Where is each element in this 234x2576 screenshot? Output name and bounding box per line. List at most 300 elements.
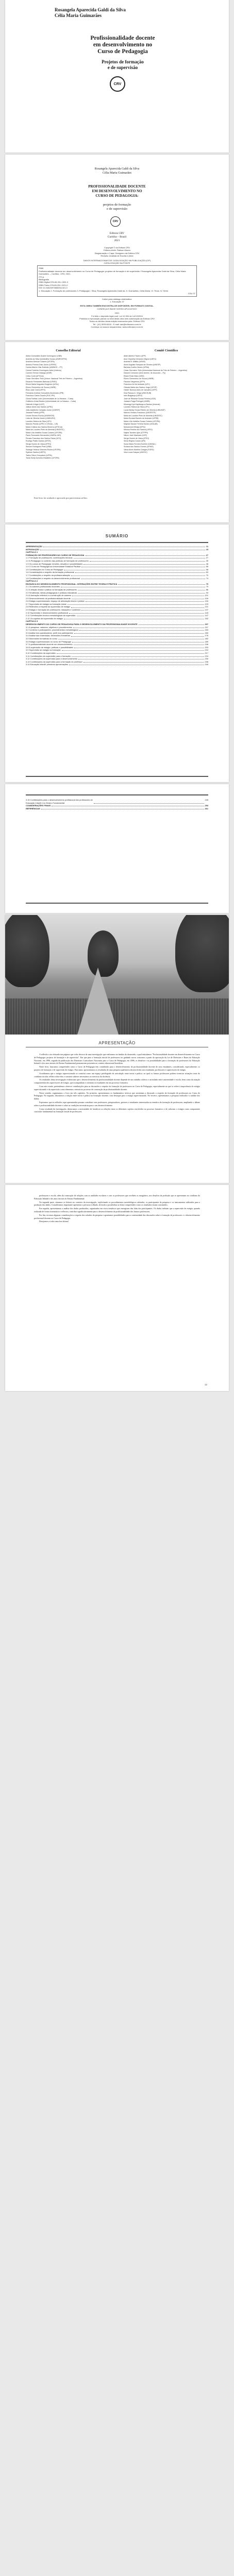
toc-label: 2.7 Supervisão de estágio na formação inicial xyxy=(26,602,66,605)
council-member: Suzana dos Santos Gomes (UFMG) xyxy=(124,446,154,448)
toc-label: 1.4 O Curso de Pedagogia da Universidade Estadual Paulista xyxy=(26,565,81,568)
council-member: Eliane Rose Maio (UEM) xyxy=(124,375,144,377)
council-member: Helmuth Krüger (UCP) xyxy=(26,403,45,405)
toc-list xyxy=(26,545,208,666)
author-name: Célia Maria Guimarães xyxy=(103,172,131,175)
toc-leader xyxy=(86,554,205,556)
paragraph: Esperamos que as reflexões aqui apresentadas possam contribuir com professores, pesquisadores, gestores e estudantes interessados na temática da formação de professores, ampliando o debate sobre a profissionalidade docente e sobre as condições necessárias para o seu desenvolvimento. xyxy=(34,1100,200,1107)
cip-heading: DADOS INTERNACIONAIS DE CATALOGAÇÃO NA PUBLICAÇÃO (CIP) xyxy=(83,259,151,262)
scientific-committee xyxy=(124,349,209,454)
toc-label: CONSIDERAÇÕES FINAIS xyxy=(26,804,51,807)
paragraph: Por fim, tecemos algumas considerações a respeito dos achados da pesquisa e apontamos possibilidades para a continuidade das discussões sobre a formação de professores e o desenvolvimento profissional docente no Curso de Pedagogia. xyxy=(34,1213,200,1219)
toc-leader xyxy=(86,600,204,602)
toc-leader xyxy=(64,617,204,619)
title-line: CURSO DE PEDAGOGIA: xyxy=(95,194,139,198)
council-member: Rodrigo Pratte-Santos (UFES) xyxy=(26,440,51,442)
council-member: Elizeu Clementino de Souza (UNEB) xyxy=(124,378,154,380)
cover-title xyxy=(56,35,190,55)
toc-page: 147 xyxy=(205,614,208,617)
peer-review-note: Este livro foi avaliado e aprovado por pareceristas ad hoc. xyxy=(34,497,88,499)
cover-authors xyxy=(55,7,126,19)
toc-leader xyxy=(39,620,207,622)
toc-page: 79 xyxy=(206,582,208,585)
council-member: Míghian Danae Ferreira Nunes (UNILAB) xyxy=(124,423,158,425)
council-member: Celso Conti (UFSCar) xyxy=(26,375,44,377)
toc-leader xyxy=(94,799,204,804)
toc-page: 210 xyxy=(205,649,208,652)
paragraph: Neste livro, buscamos compreender como o Curso de Pedagogia tem contribuído para o desenvolvimento da profissionalidade docente de seus estudantes, considerando, especialmente, os projetos de formação e de supervisão de estágio. Para tanto, apresentamos os resultados de uma pesquisa qualitativa desenvolvida com estudantes, professores e supervisores de estágio. xyxy=(34,1065,200,1071)
copyright-line: Editora-chefe: Railson Moura xyxy=(104,249,130,252)
toc-page: 137 xyxy=(205,608,208,612)
toc-leader xyxy=(61,585,205,587)
toc-page: 79 xyxy=(206,585,208,588)
council-member: Elizeu Clementino de Souza (UNEB) xyxy=(26,386,56,388)
toc-page: 131 xyxy=(205,605,208,608)
toc-label: 3.4 Análise das entrevistas: dimensões formativas xyxy=(26,634,71,637)
committee-member-list xyxy=(124,355,209,454)
paragraph: Os resultados desta investigação evidenciam que o desenvolvimento da profissionalidade docente depende de um trabalho coletivo e articulado entre universidade e escola, bem como da atuação comprometida dos supervisores de estágio, que acompanham e orientam os estudantes em seu processo formativo. xyxy=(34,1078,200,1084)
toc-page: 27 xyxy=(206,553,208,556)
toc-label: APRESENTAÇÃO xyxy=(26,545,43,548)
section-title: APRESENTAÇÃO xyxy=(98,1041,136,1045)
council-member: Anna Augusta Sampaio de Oliveira (UNESP) xyxy=(124,363,161,366)
council-member: Paulo Romualdo Hernandes (UNIFAL-MG) xyxy=(26,434,61,436)
council-member: Lídia de Oliveira Xavier (UNIEURO) xyxy=(26,417,56,419)
cip-code: S586 xyxy=(39,267,44,270)
paragraph: A reflexão a ser efetuada nas páginas que virão decorre de uma investigação que realizamos no âmbito do doutorado, a qual intitulamos "Profissionalidade docente em desenvolvimento no Curso de Pedagogia: projetos de formação e de supervisão". Em que pese a formação inicial de professores ter ganhado novos contornos a partir da aprovação da Lei de Diretrizes e Bases da Educação Nacional, em 1996, seguida da publicação das Diretrizes Curriculares Nacionais para o Curso de Pedagogia, em 2006, os desafios e as possibilidades para a formação de professores da Educação Infantil e dos anos iniciais do Ensino Fundamental permanecem presentes no cenário educacional brasileiro. xyxy=(34,1053,200,1065)
toc-page: 70 xyxy=(206,573,208,577)
council-member: José de Ribamar Sousa Pereira (UCB) xyxy=(124,397,156,400)
council-member: Lourdes Helena da Silva (UFV) xyxy=(26,420,52,422)
council-member: Solange Helena Ximenes-Rocha (UFOPA) xyxy=(26,448,61,451)
toc-leader xyxy=(83,660,204,663)
toc-page: 101 xyxy=(205,594,208,597)
legal-deposit: Foi feito o depósito legal conf. Lei 10.994 de 14/12/2004 xyxy=(91,314,143,317)
toc-page: 109 xyxy=(205,597,208,600)
copyright-line: Diagramação e Capa: Designers da Editora CRV xyxy=(94,251,140,255)
toc-leader xyxy=(118,583,205,585)
toc-label: DESENVOLVIMENTO DO CURSO DE PEDAGOGIA PARA O DESENVOLVIMENTO DA PROFISSIONALIDADE DOCENTE xyxy=(26,623,138,626)
cip-subheading: CATALOGAÇÃO NA FONTE xyxy=(104,262,130,265)
council-member: João Adalberto Campato Junior (UNESP) xyxy=(26,409,60,411)
paragraph: Na segunda parte, situamos os leitores no contexto da investigação, explicitando os procedimentos metodológicos adotados, os participantes da pesquisa e os instrumentos utilizados para a produção dos dados. Consideramos importante apresentar o percurso trilhado, de modo a possibilitar ao leitor compreender como os resultados foram construídos. xyxy=(34,1200,200,1207)
toc-page: 15 xyxy=(206,548,208,551)
reproduction-notice: Proibida a reprodução parcial ou total desta obra sem autorização da Editora CRV xyxy=(79,317,155,320)
toc-leader xyxy=(74,646,204,648)
body-text xyxy=(34,1053,200,1114)
presentation-page xyxy=(5,915,229,1183)
council-member: Simone Rodrigues Pinto (UNB) xyxy=(26,446,52,448)
council-member: Andréia N. Militão (UEMS) xyxy=(124,361,146,363)
app-notice: CONHEÇA E BAIXE NOSSO APLICATIVO! xyxy=(97,307,137,310)
toc-page: 86 xyxy=(206,588,208,591)
toc-label: 2.9 Estágio e formação de professores: situações e contextos xyxy=(26,608,81,612)
council-member: Gloria Fariñas León (Universidade de La Havana – Cuba) xyxy=(26,397,73,400)
toc-leader xyxy=(39,580,207,582)
toc-label: 3.10 Contribuições da supervisão xyxy=(26,651,56,654)
council-member: Maria Eurácia Barreto de Andrade (UFRB) xyxy=(124,417,159,419)
subtitle-line: e de supervisão xyxy=(106,207,128,211)
toc-row[interactable] xyxy=(26,807,208,810)
council-member: Jailson Alves dos Santos (UFRJ) xyxy=(26,406,53,408)
council-member: Marcos Vinicius Francisco (UNOESTE) xyxy=(124,412,156,414)
council-member: Fauston Negreiros (UFPI) xyxy=(124,380,145,383)
council-member: Helder Buenos Aires de Carvalho (UFPI) xyxy=(124,389,157,391)
paragraph: Com este estudo, pretendemos oferecer contribuições para as discussões a respeito da formação de professores no Curso de Pedagogia, especialmente no que se refere à importância do estágio supervisionado e da supervisão como elementos centrais no processo de construção da profissionalidade docente. xyxy=(34,1084,200,1091)
council-heading: Conselho Editorial xyxy=(56,349,81,352)
toc-page: 93 xyxy=(206,591,208,594)
toc-leader xyxy=(75,571,205,573)
cip-isbn-physical: ISBN Físico 978-65-251-1321-0 xyxy=(39,283,68,286)
council-member: Elione Maria Nogueira Diogenes (UFAL) xyxy=(26,383,59,385)
title-line: EM DESENVOLVIMENTO NO xyxy=(92,189,142,193)
publisher-city: Curitiba – Brasil xyxy=(107,235,127,239)
council-member: Carlos Alberto Vilar Estêvão (UMINHO – PT) xyxy=(26,366,63,368)
publisher-year: 2021 xyxy=(114,239,120,242)
toc-leader xyxy=(74,643,204,645)
council-member: Barbara Coelho Neves (UFBA) xyxy=(124,366,149,368)
council-member: Cesar Gerónimo Tello (Univer. Nacional Três de Febrero – Argentina) xyxy=(26,378,82,380)
title-page-title xyxy=(36,184,198,198)
copyright-year: 2021 xyxy=(114,312,120,315)
council-member: Gláucia Maria dos Santos Jorge (UFOP) xyxy=(124,386,157,388)
toc-label: INTRODUÇÃO xyxy=(26,548,40,551)
toc-label: 3.9 Supervisão de estágio na formação xyxy=(26,649,61,652)
council-member: Carlos Federico Dominguez Avila (Unieuro) xyxy=(26,369,62,371)
paragraph: Em seguida, apresentamos a análise dos dados produzidos, organizados em eixos temáticos que emergiram das falas dos participantes. Os dados indicam que a supervisão de estágio, quando realizada de forma sistemática e reflexiva, contribui significativamente para o desenvolvimento da profissionalidade dos futuros professores. xyxy=(34,1207,200,1213)
toc-leader xyxy=(81,565,205,567)
council-member: Renato Francisco dos Santos Paula (UFG) xyxy=(26,437,61,439)
toc-label: 3.2 Contexto e participantes: procedimentos metodológicos xyxy=(26,629,79,632)
summary-page-2 xyxy=(5,784,229,913)
toc-label-line: 3.15 Contribuições para o desenvolvimento profissional dos professores de xyxy=(26,799,93,801)
council-member: Eduardo Fernandes Barbosa (UFMG) xyxy=(26,380,57,383)
toc-leader xyxy=(69,663,204,665)
toc-leader xyxy=(64,568,205,570)
toc-label: 1.3 Os cursos de Pedagogia: tensões, desafios e possibilidades xyxy=(26,562,83,565)
road-shape xyxy=(77,968,119,1035)
toc-label: 3.12 Contribuições da supervisão para o desenvolvimento xyxy=(26,657,78,660)
toc-page: 48 xyxy=(206,562,208,565)
toc-page: 176 xyxy=(205,634,208,637)
toc-label: REFERÊNCIAS xyxy=(26,807,40,810)
publisher-name: Editora CRV xyxy=(109,232,125,235)
cover-subtitle-line: e de supervisão xyxy=(107,65,138,70)
toc-label: 3.1 A pesquisa: natureza, objetivos e procedimentos xyxy=(26,625,72,629)
council-member: Sydione Santos (UEPG) xyxy=(26,451,46,453)
website-line: Conheça os nossos lançamentos: www.editoracrv.com.br xyxy=(91,326,143,329)
toc-page: 261 xyxy=(205,807,208,810)
toc-leader xyxy=(74,556,205,558)
toc-leader xyxy=(90,560,205,562)
index-entry: 1. Educação 37 xyxy=(110,300,124,303)
council-member: Carmen Tereza Velanga (UNIR) xyxy=(26,372,52,374)
toc-page: 196 xyxy=(205,643,208,646)
paragraph: Acreditamos que o estágio supervisionado se constitui como um espaço privilegiado de articulação entre teoria e prática, no qual os futuros professores podem vivenciar situações reais do cotidiano escolar, refletir sobre elas e construir saberes necessários ao exercício da docência. xyxy=(34,1072,200,1078)
council-member: Anselmo Alencar Colares (UFOPA) xyxy=(26,361,55,363)
toc-leader xyxy=(73,626,204,628)
toc-page: 224 xyxy=(205,654,208,657)
toc-label: 3.5 Dimensões formativas do curso xyxy=(26,637,57,640)
toc-label: 2.2 A relação teoria e prática na formação de professores xyxy=(26,588,77,591)
divider xyxy=(26,903,208,904)
toc-label: CAPÍTULO 3 xyxy=(26,620,38,623)
toc-leader xyxy=(62,649,204,651)
toc-leader xyxy=(58,637,204,639)
toc-leader xyxy=(41,807,204,809)
toc-label: CAPÍTULO 2 xyxy=(26,580,38,583)
council-member: Andréia da Silva Quintanilha Sousa (UNIR/UFRN) xyxy=(26,358,67,360)
paragraph: Como resultado da investigação, destacamos a necessidade de fortalecer as relações entre os diferentes sujeitos envolvidos no processo formativo e de valorizar o estágio como componente curricular fundamental na formação inicial de professores. xyxy=(34,1107,200,1113)
council-member: Josania Portela (UFPI) xyxy=(26,412,45,414)
toc-label: 1.1 Formação de professores: contribuições teóricas xyxy=(26,556,73,560)
toc-page: 189 xyxy=(205,640,208,643)
continuation-page xyxy=(5,1185,229,1391)
publisher-logo-icon: CRV xyxy=(110,76,125,92)
toc-label: EM BUSCA DO DESENVOLVIMENTO PROFISSIONAL: INTERAÇÕES ENTRE TEORIA E PRÁTICA xyxy=(26,582,118,585)
cover-title-line: Curso de Pedagogia xyxy=(97,48,148,55)
council-member: Élsio José Corá (UFFS) xyxy=(26,389,45,391)
contact-line: Tel.: (41) 3039-6418 - E-mail: sac@editoracrv.com.br xyxy=(93,323,141,326)
toc-label: 1.8 Contribuições a respeito do desenvolvimento profissional xyxy=(26,577,80,580)
toc-leader xyxy=(69,612,204,614)
toc-label: 3.3 Análise dos questionários: perfil dos participantes xyxy=(26,631,73,634)
title-line: PROFISSIONALIDADE DOCENTE xyxy=(88,184,146,189)
toc-label-line: Educação Infantil e do Ensino Fundamental xyxy=(26,801,65,804)
toc-leader xyxy=(78,591,205,594)
council-member: Najela Tavares Ujiie (UTFPR) xyxy=(124,431,148,434)
toc-label: 1.2 A Pedagogia no contexto das políticas de formação de professores xyxy=(26,559,89,562)
council-member: Ana Chrystina Venancio Mignot (UERJ) xyxy=(124,358,156,360)
council-member: Maria de Lourdes Pinto de Almeida (UNOESC) xyxy=(26,429,64,431)
digital-notice: ESTA OBRA TAMBÉM ENCONTRA-SE DISPONÍVEL EM FORMATO DIGITAL. xyxy=(80,304,154,308)
toc-label: 2.1 Os saberes profissionais docentes xyxy=(26,585,60,588)
council-member: Diosnel Centurion (Univ Americ. de Asunción – Py) xyxy=(124,372,165,374)
council-member: Lucia Marisy Souza Ribeiro de Oliveira (UNIVASF) xyxy=(124,409,165,411)
author-name: Rosangela Aparecida Galdi da Silva xyxy=(94,167,140,171)
toc-leader xyxy=(72,640,204,642)
council-member: Vânia Alves Martins Chaigar (FURG) xyxy=(124,448,154,451)
toc-leader xyxy=(39,551,207,553)
council-member: Sérgio Nunes de Jesus (IFRO) xyxy=(26,443,52,445)
council-member-list xyxy=(26,355,111,460)
cover-page xyxy=(5,0,229,152)
toc-label: 2.4 A formação reflexiva e a construção de saberes xyxy=(26,594,72,597)
council-member: Cesar Gerónimo Tello (Universidad Nacional de Três de Febrero – Argentina) xyxy=(124,369,187,371)
toc-label: 1.6 Considerações a respeito da formação profissional xyxy=(26,571,75,574)
council-member: Lourdes Helena da Silva (UFV) xyxy=(124,406,149,408)
council-member: Maria Lília Imbiriba Sousa Colares (UFOPA) xyxy=(26,431,62,434)
council-member: Aldira Guimarães Duarte Domínguez (UNB) xyxy=(26,355,62,357)
toc-label: 2.10 Supervisão e desenvolvimento profissional xyxy=(26,611,69,614)
index-heading: Índice para catálogo sistemático xyxy=(102,297,132,300)
council-member: Tania Suely Azevedo Brasileiro (UFOPA) xyxy=(26,457,59,459)
council-member: Guillermo Arias Beatón (Universidade de La Havana – Cuba) xyxy=(26,400,76,402)
council-page xyxy=(5,342,229,522)
toc-leader xyxy=(139,623,204,625)
cip-isbn-digital: ISBN Digital 978-65-251-1320-3 xyxy=(39,281,68,284)
toc-leader xyxy=(68,603,204,605)
toc-label: 1.5 Contribuições do Curso de Pedagogia xyxy=(26,568,63,571)
divider xyxy=(26,542,208,543)
toc-leader xyxy=(81,608,204,611)
toc-label: 2.5 Desenvolvimento da profissionalidade docente xyxy=(26,597,71,600)
toc-page: 163 xyxy=(205,629,208,632)
toc-leader xyxy=(81,577,205,579)
council-member: Antônio Pereira Gaio Júnior (UFRRJ) xyxy=(26,363,57,366)
toc-label: FORMAÇÃO DE PROFESSORES NO CURSO DE PEDAGOGIA xyxy=(26,553,85,556)
toc-page: 157 xyxy=(205,623,208,626)
toc-page: 217 xyxy=(205,651,208,654)
council-member: Kilwangy Kya Kapitango-a-Samba (Unemat) xyxy=(124,403,160,405)
council-member: Altair Alberto Fávero (UPF) xyxy=(124,355,146,357)
toc-page: 27 xyxy=(206,556,208,560)
author-name: Rosangela Aparecida Galdi da Silva xyxy=(55,7,126,12)
body-text xyxy=(34,1194,200,1224)
toc-label: 2.12 Os sujeitos da supervisão de estágio xyxy=(26,617,63,620)
cover-title-line: em desenvolvimento no xyxy=(93,42,153,48)
toc-list-2 xyxy=(26,799,208,810)
toc-leader xyxy=(78,657,204,659)
toc-leader xyxy=(40,548,205,550)
council-member: Silvia Regina Canan (URI) xyxy=(124,440,146,442)
toc-page: 63 xyxy=(206,571,208,574)
toc-leader xyxy=(57,652,204,654)
toc-leader xyxy=(79,629,204,631)
toc-page: 240 xyxy=(205,663,208,666)
publisher-logo-icon: CRV xyxy=(110,216,121,227)
divider xyxy=(26,794,208,795)
chapter-photo xyxy=(5,915,229,1035)
toc-page: 39 xyxy=(206,559,208,562)
toc-label: 3.11 Contribuições da supervisão para a formação xyxy=(26,654,71,657)
toc-label: 1.7 Contribuições a respeito da profissionalização xyxy=(26,573,70,577)
toc-label: CAPÍTULO 1 xyxy=(26,551,38,554)
toc-label: 2.11 Contribuições teórico-metodológicas da supervisão xyxy=(26,614,76,617)
council-member: Maria Cristina dos Santos Bezerra (UFSCar) xyxy=(26,426,63,428)
toc-label: 2.3 Tendências, ideias pedagógicas e práticas educativas xyxy=(26,591,77,594)
subtitle-line: projetos de formação xyxy=(103,203,131,207)
toc-leader xyxy=(52,804,204,806)
toc-leader xyxy=(74,632,204,634)
paragraph: Nesse sentido, organizamos o livro em três capítulos. No primeiro, apresentamos os fundamentos teóricos que sustentam a discussão a respeito da formação de professores no Curso de Pedagogia. No segundo, discutimos a relação entre teoria e prática na formação docente, com destaque para o estágio supervisionado. No terceiro, apresentamos a pesquisa realizada e a análise dos dados. xyxy=(34,1091,200,1100)
toc-page: 152 xyxy=(205,617,208,620)
council-member: Marcelo Paixão (UFRJ e UTexas – US) xyxy=(26,423,58,425)
page-number: 12 xyxy=(204,1383,207,1386)
toc-page: 203 xyxy=(205,646,208,649)
cover-title-line: Profissionalidade docente xyxy=(90,35,155,41)
toc-label: 3.7 A profissionalidade docente em desenvolvimento xyxy=(26,643,73,646)
council-member: Vera Lucia Gaspar (UDESC) xyxy=(124,451,147,453)
cip-subjects: 1. Educação 2. Formação de professores 3. Pedagogia I. Silva, Rosangela Aparecida Galdi da. II. Guimarães, Célia Maria. III. Título. IV. Série. xyxy=(39,289,169,292)
title-page-subtitle xyxy=(36,203,198,211)
paragraph: professores e escola, além da construção de relações com as unidades escolares e com os professores que recebem os estagiários, nos desafios da profissão que se apresentam no cotidiano da Educação Infantil e dos anos iniciais do Ensino Fundamental. xyxy=(34,1194,200,1200)
editorial-council xyxy=(26,349,111,460)
title-page-authors xyxy=(5,167,229,175)
toc-leader xyxy=(78,588,205,590)
cip-entry: Profissionalidade docente em desenvolvimento no Curso de Pedagogia: projetos de formação e de supervisão / Rosangela Aparecida Galdi da Silva, Célia Maria Guimarães. – Curitiba : CRV, 2021. xyxy=(39,269,186,276)
council-member: Maria Lília Imbiriba Sousa Colares (UFOPA) xyxy=(124,420,160,422)
toc-page: 182 xyxy=(205,637,208,640)
author-name: Célia Maria Guimarães xyxy=(55,13,102,18)
copyright-line: Copyright © da Editora CRV xyxy=(104,246,130,249)
edition-info xyxy=(5,232,229,243)
cip-box xyxy=(37,265,197,296)
toc-page: 245 xyxy=(205,799,208,801)
cip-pages: 270 p. xyxy=(39,275,45,278)
toc-label: 3.8 A supervisão de estágio: práticas e possibilidades xyxy=(26,646,74,649)
toc-page: 236 xyxy=(205,660,208,663)
council-member: Leonel Severo Rocha (UNISINOS) xyxy=(26,414,55,417)
copyright-block xyxy=(37,246,197,329)
council-member: Fernando Antônio Gonçalves Alcoforado (IPB) xyxy=(26,392,64,394)
cip-bibliography: Bibliografia xyxy=(39,278,49,281)
divider xyxy=(26,776,208,777)
council-member: Mohammed Elhajji (UFRJ) xyxy=(124,426,146,428)
toc-page: 253 xyxy=(205,804,208,807)
toc-page: 169 xyxy=(205,631,208,634)
council-member: Jussara Fraga Portugal (UNEB) xyxy=(124,400,150,402)
council-member: Francisco Carlos Duarte (PUC-PR) xyxy=(26,395,55,397)
cip-doi: DOI 10.24824/978652511321.0 xyxy=(39,286,68,290)
summary-page xyxy=(5,524,229,782)
toc-leader xyxy=(77,614,204,616)
tree-shape xyxy=(175,915,229,992)
cip-cdu: CDU 37 xyxy=(188,292,195,295)
toc-leader xyxy=(71,605,204,607)
summary-title: SUMÁRIO xyxy=(105,534,129,538)
toc-page: 55 xyxy=(206,565,208,568)
title-page xyxy=(5,155,229,340)
toc-label: 2.6 Estágio supervisionado: espaço de articulação teoria e prática xyxy=(26,600,85,603)
council-member: Nilson José Machado (USP) xyxy=(124,434,147,436)
tree-shape xyxy=(5,915,49,987)
toc-page: 143 xyxy=(205,611,208,614)
rights-notice: Todos os direitos desta edição reservados pela: Editora CRV xyxy=(89,320,145,323)
toc-page: 123 xyxy=(205,602,208,605)
council-member: Inês Bragança (UERJ) xyxy=(124,395,142,397)
toc-page: 116 xyxy=(205,600,208,603)
toc-leader xyxy=(72,655,204,657)
toc-label: 3.14 Educação Infantil: primeiras aproximações xyxy=(26,663,68,666)
council-member: Sonia Maria Ferreira Koehler (UNISAL) xyxy=(124,443,156,445)
toc-label: 2.8 Reflexões a respeito da supervisão de estágio xyxy=(26,605,71,608)
paragraph: Desejamos a todos uma boa leitura! xyxy=(39,1220,69,1223)
toc-page: 58 xyxy=(206,568,208,571)
council-member: Francisco Ari de Andrade (UFC) xyxy=(124,383,150,385)
toc-label xyxy=(26,799,93,804)
council-member: Sérgio Nunes de Jesus (IFRO) xyxy=(124,437,149,439)
cover-subtitle-line: Projetos de formação xyxy=(102,59,144,64)
toc-row[interactable] xyxy=(26,799,208,804)
toc-label: 3.6 Estágio supervisionado no curso de Pedagogia xyxy=(26,640,71,643)
toc-leader xyxy=(72,594,204,596)
toc-page: 157 xyxy=(205,625,208,629)
council-member: Maria de Lourdes Pinto de Almeida (UNOESC) xyxy=(124,414,162,417)
toc-page: 74 xyxy=(206,577,208,580)
council-member: Mônica Pereira dos Santos (UFRJ) xyxy=(124,429,153,431)
copyright-line: Revisão: Analista de Escrita e Artes xyxy=(101,255,133,258)
toc-leader xyxy=(83,563,205,565)
toc-leader xyxy=(71,574,205,576)
committee-heading: Comitê Científico xyxy=(154,349,178,352)
council-member: Ilma Passos A. Veiga (UNICEUB) xyxy=(124,392,152,394)
toc-leader xyxy=(43,545,205,547)
toc-label: 3.13 Contribuições da supervisão para a formação do professor xyxy=(26,660,82,663)
council-member: Tadeu Oliver Gonçalves (UFPA) xyxy=(26,454,52,456)
toc-page: 230 xyxy=(205,657,208,660)
toc-row[interactable] xyxy=(26,663,208,666)
